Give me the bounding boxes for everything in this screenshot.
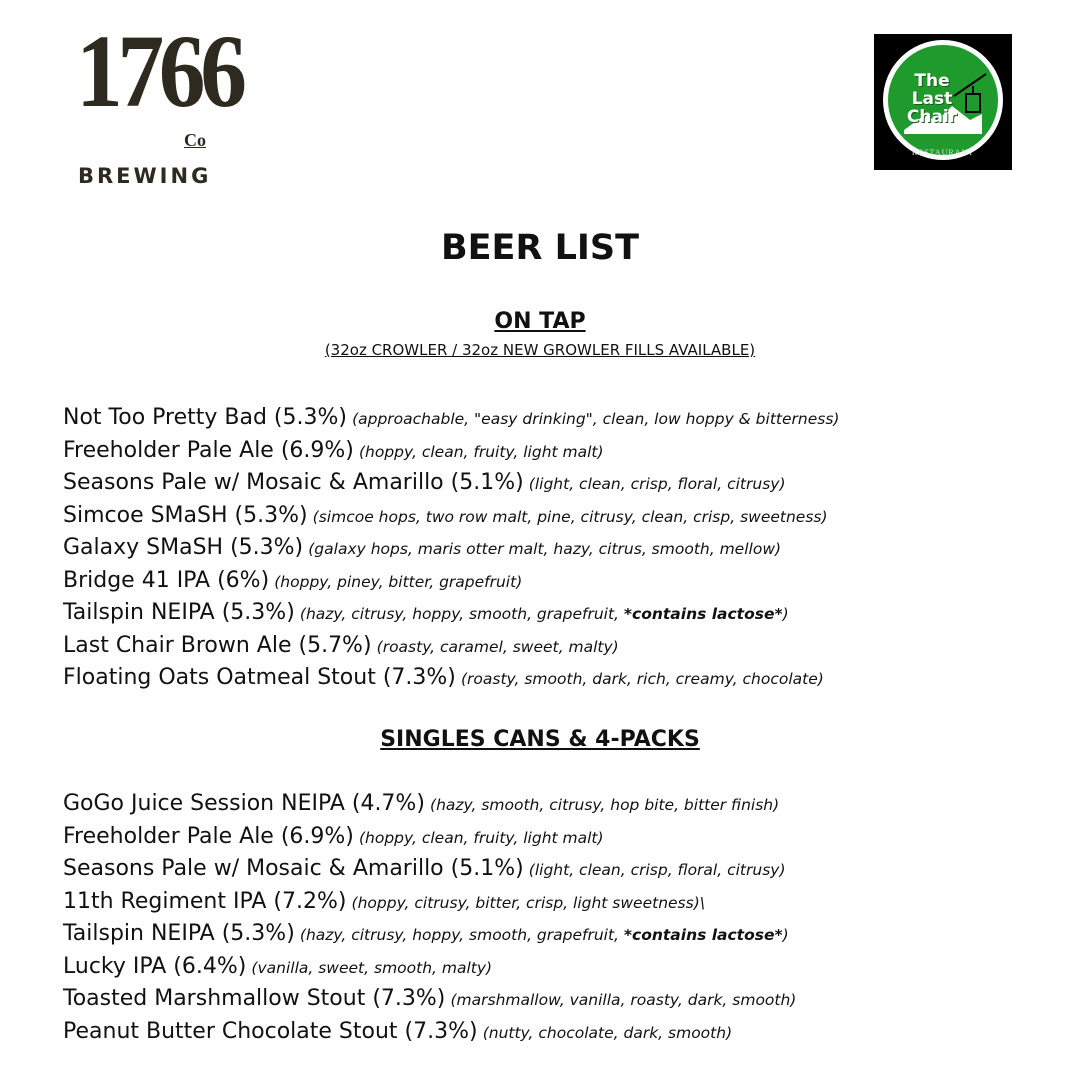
restaurant-logo-subtitle: RESTAURANT xyxy=(911,148,975,157)
lactose-warning: *contains lactose* xyxy=(623,926,783,944)
list-item xyxy=(63,1016,796,1049)
list-item xyxy=(63,886,796,919)
beer-name: Bridge 41 IPA (6%) xyxy=(63,567,270,593)
list-item xyxy=(63,821,796,854)
restaurant-logo xyxy=(874,34,1012,170)
beer-description: (light, clean, crisp, floral, citrusy) xyxy=(528,475,786,493)
list-item xyxy=(63,500,839,533)
beer-name: Seasons Pale w/ Mosaic & Amarillo (5.1%) xyxy=(63,856,524,881)
list-item xyxy=(63,435,839,468)
on-tap-heading: ON TAP xyxy=(494,309,586,334)
list-item xyxy=(63,662,839,695)
cans-heading: SINGLES CANS & 4-PACKS xyxy=(380,727,700,752)
beer-description: (hazy, citrusy, hoppy, smooth, grapefruit, *contains lactose*) xyxy=(299,926,789,944)
beer-description: (hoppy, piney, bitter, grapefruit) xyxy=(274,572,523,591)
list-item xyxy=(63,597,839,630)
beer-name: Peanut Butter Chocolate Stout (7.3%) xyxy=(63,1018,478,1044)
page-title: BEER LIST xyxy=(440,228,640,268)
beer-description: (hazy, smooth, citrusy, hop bite, bitter finish) xyxy=(430,796,780,814)
list-item xyxy=(63,853,796,886)
beer-name: Not Too Pretty Bad (5.3%) xyxy=(63,405,347,430)
cans-list xyxy=(63,788,796,1048)
beer-name: Floating Oats Oatmeal Stout (7.3%) xyxy=(63,665,456,690)
list-item xyxy=(63,951,796,984)
beer-description: (light, clean, crisp, floral, citrusy) xyxy=(528,861,786,879)
beer-description: (simcoe hops, two row malt, pine, citrusy, clean, crisp, sweetness) xyxy=(312,507,828,526)
list-item xyxy=(63,918,796,951)
beer-description: (hazy, citrusy, hoppy, smooth, grapefruit, *contains lactose*) xyxy=(299,605,789,623)
on-tap-list xyxy=(63,402,839,695)
list-item xyxy=(63,630,839,663)
beer-name: 11th Regiment IPA (7.2%) xyxy=(63,888,347,914)
beer-name: Tailspin NEIPA (5.3%) xyxy=(63,921,295,946)
list-item xyxy=(63,402,839,435)
restaurant-logo-wordmark: The Last Chair xyxy=(906,71,958,127)
beer-name: Galaxy SMaSH (5.3%) xyxy=(63,535,304,560)
beer-name: Toasted Marshmallow Stout (7.3%) xyxy=(63,986,446,1011)
beer-description: (vanilla, sweet, smooth, malty) xyxy=(251,958,493,977)
beer-description: (approachable, "easy drinking", clean, low hoppy & bitterness) xyxy=(352,410,840,428)
beer-name: Freeholder Pale Ale (6.9%) xyxy=(63,437,354,463)
list-item xyxy=(63,532,839,565)
beer-description: (roasty, caramel, sweet, malty) xyxy=(376,637,619,656)
list-item xyxy=(63,788,796,821)
list-item xyxy=(63,565,839,598)
beer-name: Simcoe SMaSH (5.3%) xyxy=(63,502,308,528)
beer-description: (hoppy, clean, fruity, light malt) xyxy=(358,442,604,461)
beer-name: Tailspin NEIPA (5.3%) xyxy=(63,600,295,625)
brewery-logo-number: 1766 xyxy=(76,14,242,129)
lactose-warning: *contains lactose* xyxy=(623,605,783,623)
beer-name: Seasons Pale w/ Mosaic & Amarillo (5.1%) xyxy=(63,470,524,495)
beer-name: Freeholder Pale Ale (6.9%) xyxy=(63,823,354,849)
brewery-logo-name: BREWING xyxy=(78,164,212,188)
beer-description: (marshmallow, vanilla, roasty, dark, smooth) xyxy=(450,991,797,1009)
beer-description: (roasty, smooth, dark, rich, creamy, chocolate) xyxy=(460,670,824,688)
beer-description: (hoppy, clean, fruity, light malt) xyxy=(358,828,604,847)
beer-name: Last Chair Brown Ale (5.7%) xyxy=(63,632,372,658)
beer-name: GoGo Juice Session NEIPA (4.7%) xyxy=(63,791,425,816)
beer-description: (galaxy hops, maris otter malt, hazy, citrus, smooth, mellow) xyxy=(308,540,782,558)
brewery-logo xyxy=(76,14,242,188)
list-item xyxy=(63,983,796,1016)
beer-description: (nutty, chocolate, dark, smooth) xyxy=(482,1023,733,1042)
list-item xyxy=(63,467,839,500)
beer-name: Lucky IPA (6.4%) xyxy=(63,953,247,979)
brewery-logo-co: Co xyxy=(184,130,206,150)
on-tap-subheading: (32oz CROWLER / 32oz NEW GROWLER FILLS AVAILABLE) xyxy=(324,341,756,359)
beer-description: (hoppy, citrusy, bitter, crisp, light sweetness)\ xyxy=(351,893,705,912)
